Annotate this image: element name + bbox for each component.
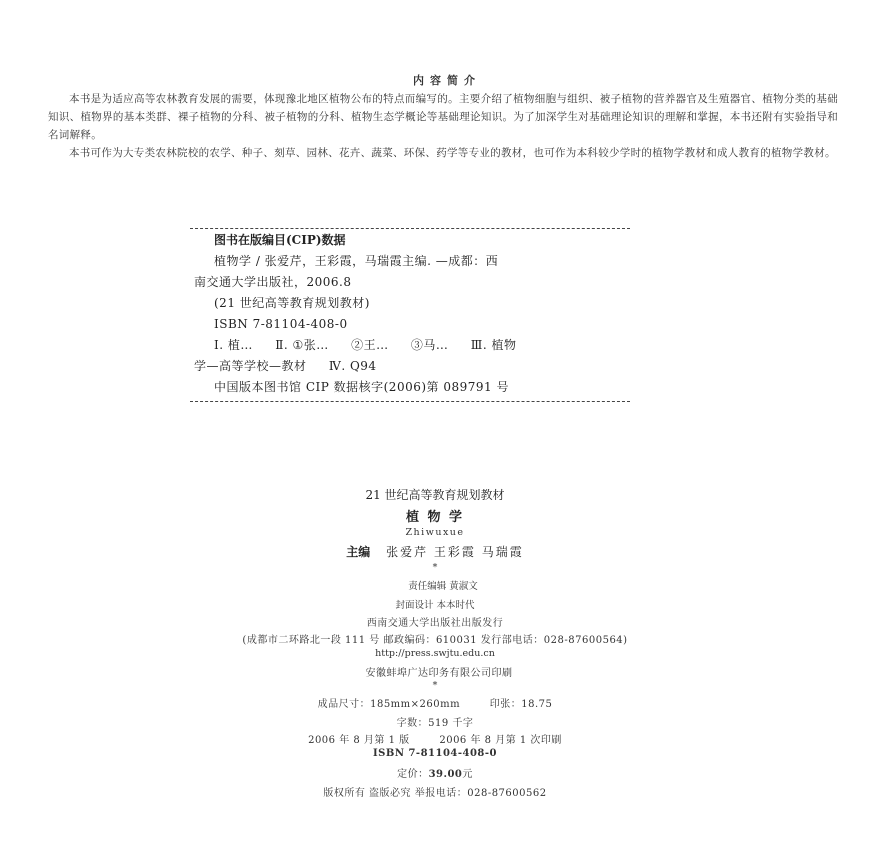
cip-part-5: Ⅲ. 植物 [470, 338, 517, 352]
book-title: 植 物 学 [405, 510, 465, 525]
responsible-editor: 责任编辑 黄淑文 [408, 581, 478, 592]
price-label: 定价： [397, 769, 429, 780]
series-name: 21 世纪高等教育规划教材 [365, 488, 505, 502]
editors-names: 张爱芹 王彩霞 马瑞霞 [386, 545, 524, 559]
rights-line: 版权所有 盗版必究 举报电话：028-87600562 [323, 788, 547, 799]
cip-line-7: 中国版本图书馆 CIP 数据核字(2006)第 089791 号 [214, 380, 509, 394]
separator-2: * [432, 680, 438, 691]
publisher: 西南交通大学出版社出版发行 [366, 618, 504, 629]
price-value: 39.00 [428, 769, 463, 780]
publisher-url: http://press.swjtu.edu.cn [375, 648, 495, 659]
cover-design: 封面设计 本本时代 [395, 600, 475, 611]
price-unit: 元 [462, 769, 473, 780]
word-count: 字数：519 千字 [396, 718, 474, 729]
cip-block [190, 228, 630, 402]
separator-1: * [432, 562, 438, 573]
cip-subject: 学—高等学校—教材 [194, 359, 307, 373]
edition: 2006 年 8 月第 1 版 [308, 735, 410, 746]
printing: 2006 年 8 月第 1 次印刷 [439, 735, 562, 746]
summary-section [48, 72, 838, 162]
cip-part-3: ②王… [351, 338, 389, 352]
cip-line-2: 南交通大学出版社，2006.8 [194, 275, 352, 289]
cip-classification-parts [190, 335, 630, 356]
format-sheets: 印张：18.75 [489, 699, 553, 710]
cip-line-3: (21 世纪高等教育规划教材) [214, 296, 370, 310]
summary-paragraph-1: 本书是为适应高等农林教育发展的需要，体现豫北地区植物公布的特点而编写的。主要介绍了植物细胞与组织、被子植物的营养器官及生殖器官、植物分类的基础知识、植物界的基本类群、裸子植物的分科、被子植物的分科、植物生态学概论等基础理论知识。为了加深学生对基础理论知识的理解和掌握，本书还附有实验指导和名词解释。 [48, 93, 838, 141]
book-pinyin: Zhiwuxue [405, 527, 465, 538]
price-line [0, 765, 870, 780]
summary-title: 内容简介 [413, 74, 481, 87]
printer: 安徽蚌埠广达印务有限公司印刷 [365, 668, 513, 679]
cip-part-1: Ⅰ. 植… [214, 338, 253, 352]
cip-part-4: ③马… [410, 338, 449, 352]
editors-line [0, 543, 870, 560]
cip-heading: 图书在版编目(CIP)数据 [214, 233, 346, 247]
publisher-address: (成都市二环路北一段 111 号 邮政编码：610031 发行部电话：028-87600564) [242, 635, 628, 646]
cip-line-6 [190, 356, 630, 377]
cip-class-number: Ⅳ. Q94 [328, 359, 377, 373]
format-line [0, 695, 870, 710]
cip-bottom-divider [190, 401, 630, 402]
cip-line-4: ISBN 7-81104-408-0 [214, 317, 348, 331]
editors-label: 主编 [346, 545, 371, 559]
format-size: 成品尺寸：185mm×260mm [317, 699, 461, 710]
cip-line-1: 植物学 / 张爱芹，王彩霞，马瑞霞主编. —成都：西 [214, 254, 499, 268]
edition-line [0, 731, 870, 746]
cip-part-2: Ⅱ. ①张… [275, 338, 329, 352]
isbn: ISBN 7-81104-408-0 [372, 748, 497, 759]
summary-paragraph-2: 本书可作为大专类农林院校的农学、种子、刻草、园林、花卉、蔬菜、环保、药学等专业的教材，也可作为本科较少学时的植物学教材和成人教育的植物学教材。 [69, 147, 836, 159]
